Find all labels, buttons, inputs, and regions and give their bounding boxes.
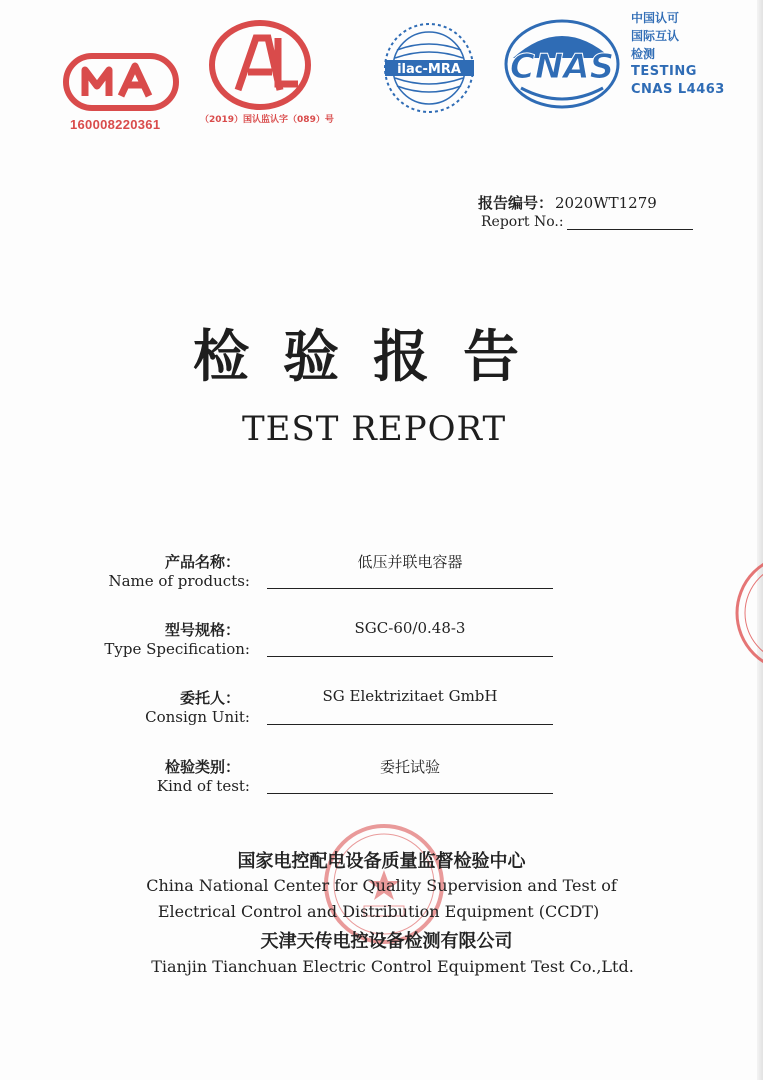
cma-certificate-code: 160008220361 [70,117,161,132]
svg-text:ilac-MRA: ilac-MRA [397,62,461,77]
ilac-mra-logo [377,18,482,118]
page-title-zh: 检验报告 [193,325,553,390]
org-name-zh: 国家电控配电设备质量监督检验中心 [237,851,526,872]
field-kind-of-test [80,756,560,806]
field-type-specification [80,619,560,669]
cal-certificate-code: （2019）国认监认字（089）号 [200,115,334,125]
page-title-en: TEST REPORT [242,409,507,449]
cnas-accreditation-text [631,9,725,99]
field-underline [267,793,553,794]
field-label-zh: 型号规格： [164,621,240,639]
field-label-en: Type Specification: [104,640,250,658]
field-value: SG Elektrizitaet GmbH [322,687,498,705]
cnas-line-4: TESTING [631,64,697,79]
svg-text:CNAS: CNAS [509,47,615,87]
field-label-zh: 产品名称： [164,553,240,571]
cal-logo [208,20,313,110]
cnas-line-3: 检测 [631,47,656,61]
field-underline [267,588,553,589]
edge-seal-stamp [730,548,763,678]
field-label-zh: 检验类别： [164,758,240,776]
org-name-en-line-1: China National Center for Quality Supervision and Test of [146,876,617,895]
company-name-zh: 天津天传电控设备检测有限公司 [260,931,513,952]
cnas-line-5: CNAS L4463 [631,82,725,97]
field-label-en: Consign Unit: [145,708,250,726]
org-name-en-line-2: Electrical Control and Distribution Equipment (CCDT) [157,902,600,921]
field-label-en: Name of products: [108,572,250,590]
report-number-underline [567,229,693,230]
field-label-zh: 委托人： [179,689,240,707]
report-number-label-en: Report No.: [481,214,564,230]
field-value: SGC-60/0.48-3 [354,619,466,637]
field-underline [267,724,553,725]
report-number-value: 2020WT1279 [555,194,657,212]
field-value: 委托试验 [379,758,440,776]
field-product-name [80,551,560,601]
cnas-line-1: 中国认可 [631,11,680,25]
field-label-en: Kind of test: [156,777,250,795]
field-value: 低压并联电容器 [357,553,463,571]
report-number-label-zh: 报告编号： [478,194,554,212]
cma-logo [63,52,179,112]
field-consign-unit [80,687,560,737]
cnas-logo [503,18,621,110]
report-number [478,192,657,213]
company-name-en: Tianjin Tianchuan Electric Control Equipment Test Co.,Ltd. [151,957,634,976]
field-underline [267,656,553,657]
cnas-line-2: 国际互认 [631,29,680,43]
